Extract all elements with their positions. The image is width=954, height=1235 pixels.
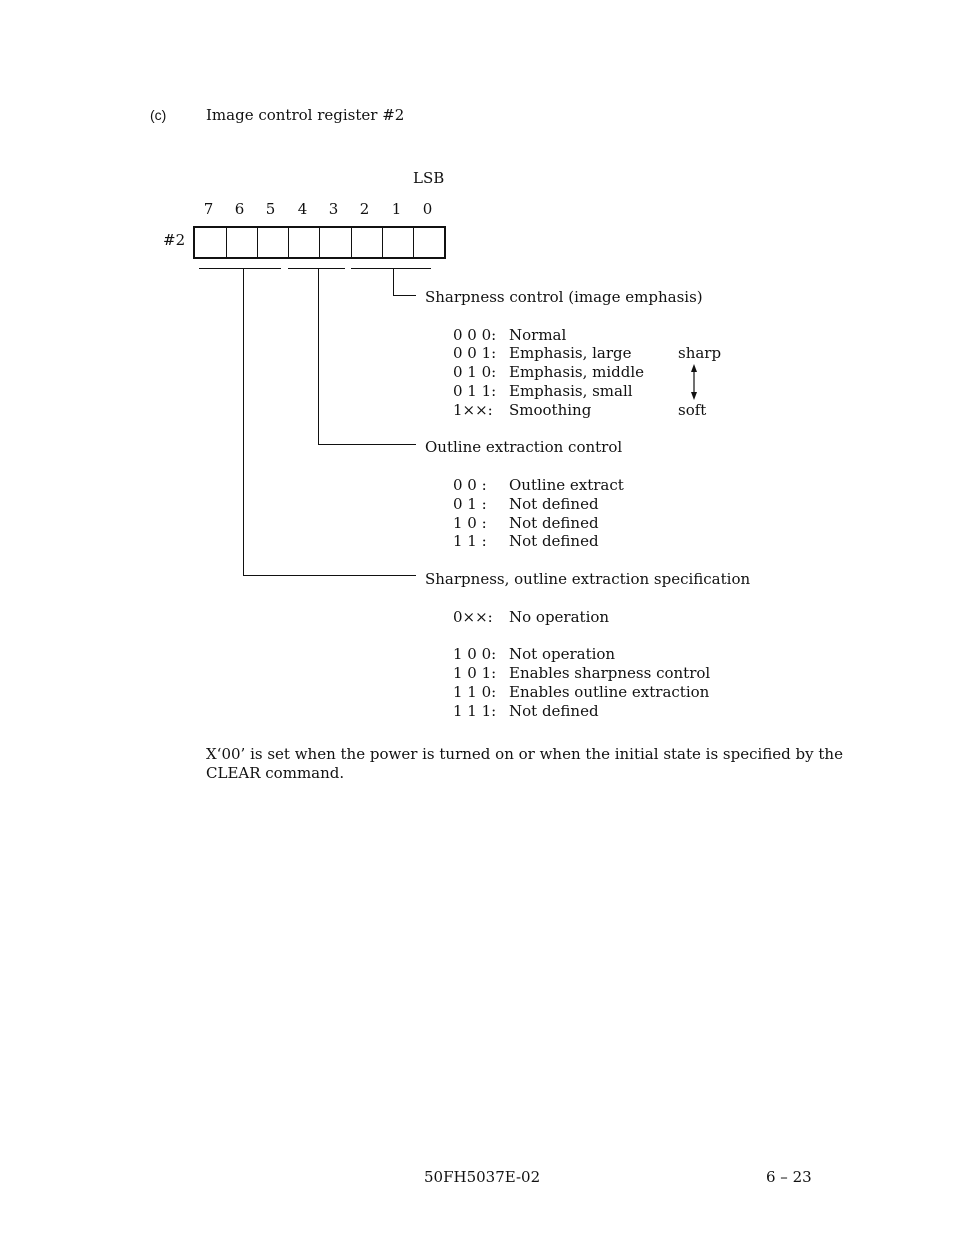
bit-number: 5 [265,200,276,218]
bit-number: 4 [297,200,308,218]
field-code: 1 1 0: [453,683,497,701]
scale-top-label: sharp [678,344,722,362]
lsb-label: LSB [413,169,445,187]
leader-line-outline [318,268,319,445]
field-title-sharpness: Sharpness control (image emphasis) [425,288,703,306]
field-code: 1 0 : [453,514,487,532]
field-desc: Not defined [509,532,599,550]
note-line-2: CLEAR command. [206,764,345,782]
bit-number: 3 [328,200,339,218]
field-desc: Emphasis, small [509,382,633,400]
field-code: 0 0 : [453,476,487,494]
field-title-specification: Sharpness, outline extraction specification [425,570,751,588]
bit-number: 6 [234,200,245,218]
leader-line-specification [243,575,416,576]
bit-cell-divider [382,228,383,257]
field-code: 1××: [453,401,493,419]
field-desc: Normal [509,326,567,344]
field-desc: Smoothing [509,401,592,419]
field-code: 1 0 0: [453,645,497,663]
field-desc: Outline extract [509,476,624,494]
field-code: 0 0 1: [453,344,497,362]
field-bracket-bits-4-3 [288,268,345,269]
bit-cell-divider [226,228,227,257]
bit-cell-divider [319,228,320,257]
footer-doc-number: 50FH5037E-02 [424,1168,541,1186]
field-desc: Enables sharpness control [509,664,711,682]
bit-number: 7 [203,200,214,218]
section-label: (c) [150,107,167,123]
double-arrow-icon [688,363,700,401]
bit-number: 2 [359,200,370,218]
field-code: 0 1 : [453,495,487,513]
bit-number: 1 [391,200,402,218]
field-desc: Not defined [509,702,599,720]
field-desc: No operation [509,608,610,626]
bit-cell-divider [413,228,414,257]
field-code: 1 1 1: [453,702,497,720]
field-code: 0 1 1: [453,382,497,400]
bit-cell-divider [351,228,352,257]
field-desc: Not operation [509,645,616,663]
field-code: 0 1 0: [453,363,497,381]
bit-cell-divider [257,228,258,257]
field-bracket-bits-2-0 [351,268,431,269]
field-desc: Emphasis, large [509,344,632,362]
field-code: 0××: [453,608,493,626]
field-desc: Not defined [509,495,599,513]
scale-bottom-label: soft [678,401,707,419]
field-bracket-bits-7-5 [199,268,281,269]
note-line-1: X‘00’ is set when the power is turned on or when the initial state is specified by the [206,745,843,763]
field-desc: Enables outline extraction [509,683,710,701]
field-desc: Not defined [509,514,599,532]
bit-number: 0 [422,200,433,218]
field-code: 1 1 : [453,532,487,550]
footer-page-number: 6 – 23 [766,1168,812,1186]
field-desc: Emphasis, middle [509,363,645,381]
field-title-outline: Outline extraction control [425,438,623,456]
field-code: 0 0 0: [453,326,497,344]
leader-line-sharpness [393,268,394,296]
field-code: 1 0 1: [453,664,497,682]
leader-line-sharpness [393,295,416,296]
section-title: Image control register #2 [206,106,405,124]
register-name: #2 [163,231,186,249]
leader-line-specification [243,268,244,576]
bit-cell-divider [288,228,289,257]
leader-line-outline [318,444,416,445]
register-box [193,226,446,259]
